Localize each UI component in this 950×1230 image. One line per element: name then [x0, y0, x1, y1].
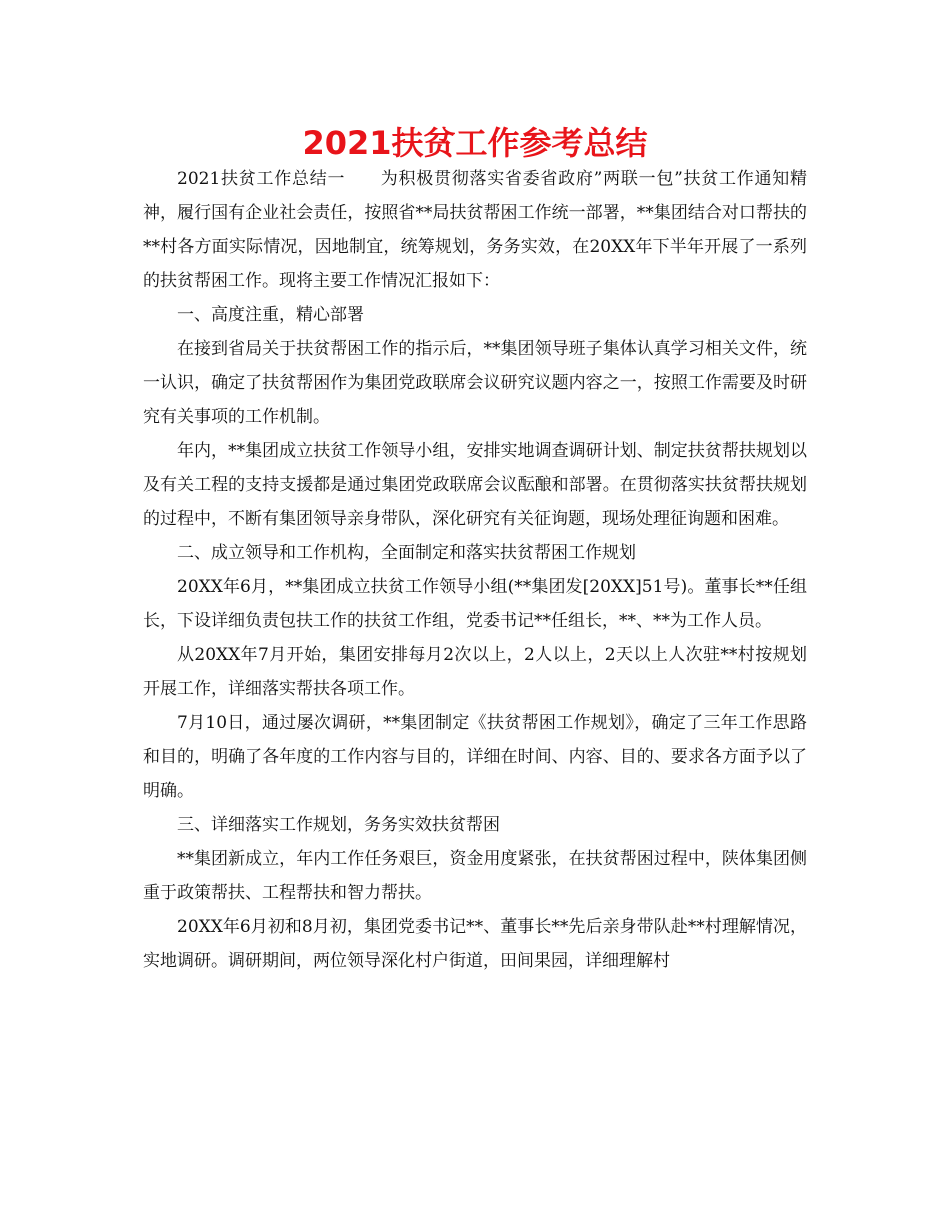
document-title: 2021扶贫工作参考总结	[302, 124, 648, 162]
document-body	[143, 162, 807, 978]
paragraph: 在接到省局关于扶贫帮困工作的指示后，**集团领导班子集体认真学习相关文件，统一认识，确定了扶贫帮困作为集团党政联席会议研究议题内容之一，按照工作需要及时研究有关事项的工作机制。	[143, 339, 807, 427]
section-heading-3: 三、详细落实工作规划，务务实效扶贫帮困	[177, 815, 500, 835]
section-heading-2: 二、成立领导和工作机构，全面制定和落实扶贫帮困工作规划	[177, 543, 636, 563]
paragraph: 7月10日，通过屡次调研，**集团制定《扶贫帮困工作规划》，确定了三年工作思路和目的，明确了各年度的工作内容与目的，详细在时间、内容、目的、要求各方面予以了明确。	[143, 713, 807, 801]
paragraph: 年内，**集团成立扶贫工作领导小组，安排实地调查调研计划、制定扶贫帮扶规划以及有关工程的支持支援都是通过集团党政联席会议酝酿和部署。在贯彻落实扶贫帮扶规划的过程中，不断有集团领导亲身带队，深化研究有关征询题，现场处理征询题和困难。	[143, 441, 807, 529]
paragraph-intro: 2021扶贫工作总结一 为积极贯彻落实省委省政府”两联一包”扶贫工作通知精神，履行国有企业社会责任，按照省**局扶贫帮困工作统一部署，**集团结合对口帮扶的**村各方面实际情况，因地制宜，统筹规划，务务实效，在20XX年下半年开展了一系列的扶贫帮困工作。现将主要工作情况汇报如下：	[143, 169, 807, 291]
paragraph: 从20XX年7月开始，集团安排每月2次以上，2人以上，2天以上人次驻**村按规划开展工作，详细落实帮扶各项工作。	[143, 645, 807, 699]
paragraph: 20XX年6月初和8月初，集团党委书记**、董事长**先后亲身带队赴**村理解情况，实地调研。调研期间，两位领导深化村户街道，田间果园，详细理解村	[143, 917, 807, 971]
paragraph: 20XX年6月，**集团成立扶贫工作领导小组(**集团发[20XX]51号)。董事长**任组长，下设详细负责包扶工作的扶贫工作组，党委书记**任组长，**、**为工作人员。	[143, 577, 807, 631]
section-heading-1: 一、高度注重，精心部署	[177, 305, 364, 325]
paragraph: **集团新成立，年内工作任务艰巨，资金用度紧张，在扶贫帮困过程中，陕体集团侧重于政策帮扶、工程帮扶和智力帮扶。	[143, 849, 807, 903]
